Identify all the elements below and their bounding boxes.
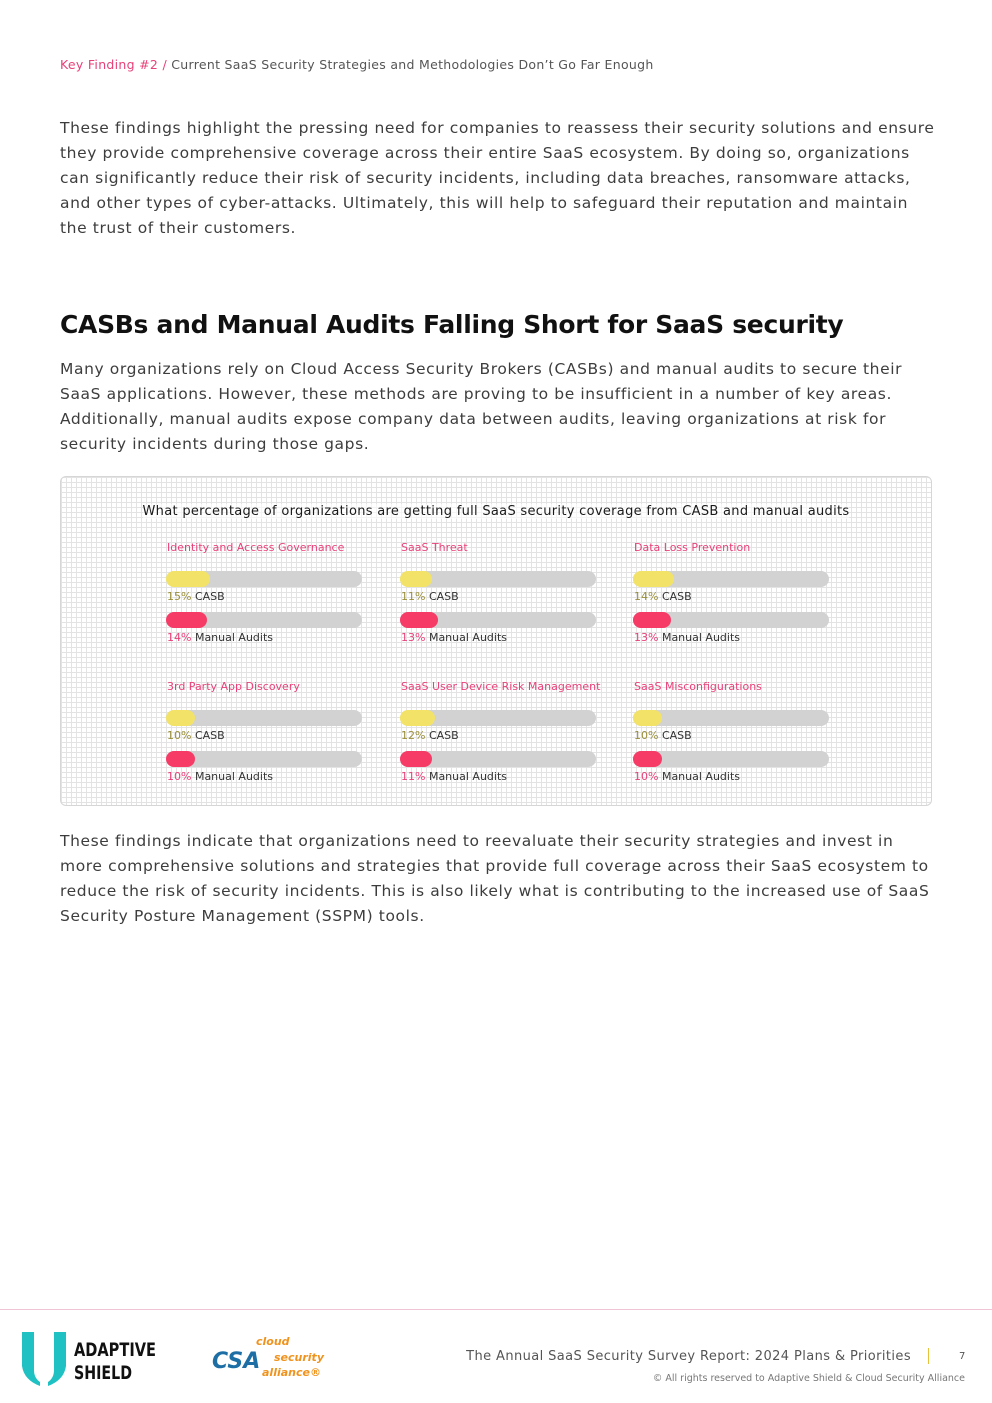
casb-value-label: 14%	[634, 590, 659, 603]
audit-value-label: 10%	[167, 770, 192, 783]
casb-series-label: CASB	[194, 590, 225, 603]
audit-bar	[166, 751, 195, 767]
audit-series-label: Manual Audits	[661, 770, 741, 783]
chart-group-title: Data Loss Prevention	[634, 541, 751, 554]
adaptive-shield-right-icon	[48, 1332, 66, 1386]
section-paragraph: Many organizations rely on Cloud Access Security Brokers (CASBs) and manual audits to secure their SaaS applications. However, these methods are proving to be insufficient in a number of key areas. Additionally, manual audits expose company data between audits, leaving organizations at risk for security incidents during those gaps.	[60, 360, 903, 453]
csa-logo-word-2: security	[274, 1351, 324, 1364]
casb-bar	[633, 571, 674, 587]
casb-series-label: CASB	[194, 729, 225, 742]
casb-series-label: CASB	[428, 729, 459, 742]
casb-series-label: CASB	[428, 590, 459, 603]
casb-bar-label	[401, 590, 596, 604]
closing-paragraph: These findings indicate that organizations need to reevaluate their security strategies and invest in more comprehensive solutions and strategies that provide full coverage across their SaaS ecosystem to reduce the risk of security incidents. This is also likely what is contributing to the increased use of SaaS Security Posture Management (SSPM) tools.	[60, 832, 930, 925]
audit-bar-track	[633, 612, 829, 628]
casb-bar-label	[167, 590, 362, 604]
casb-bar	[400, 710, 435, 726]
casb-bar	[400, 571, 432, 587]
csa-logo	[210, 1332, 335, 1382]
audit-bar	[400, 751, 432, 767]
csa-logo-word-1: cloud	[256, 1335, 290, 1348]
casb-value-label: 10%	[167, 729, 192, 742]
chart-group-title: SaaS Threat	[401, 541, 468, 554]
chart-group	[400, 541, 596, 645]
casb-bar	[166, 710, 195, 726]
casb-series-label: CASB	[661, 590, 692, 603]
casb-bar	[166, 571, 210, 587]
breadcrumb-title: Current SaaS Security Strategies and Methodologies Don’t Go Far Enough	[171, 57, 654, 72]
csa-logo-word-3: alliance®	[262, 1366, 321, 1379]
adaptive-logo-word-2: SHIELD	[74, 1362, 132, 1384]
audit-series-label: Manual Audits	[661, 631, 741, 644]
footer-divider	[0, 1309, 992, 1310]
audit-bar	[633, 751, 662, 767]
casb-value-label: 10%	[634, 729, 659, 742]
casb-value-label: 15%	[167, 590, 192, 603]
audit-bar-label	[167, 631, 362, 645]
casb-bar-track	[400, 571, 596, 587]
audit-bar-label	[634, 631, 829, 645]
audit-value-label: 14%	[167, 631, 192, 644]
coverage-chart	[60, 476, 932, 806]
casb-bar-track	[633, 571, 829, 587]
chart-group-title: SaaS User Device Risk Management	[401, 680, 601, 693]
audit-value-label: 13%	[634, 631, 659, 644]
audit-value-label: 10%	[634, 770, 659, 783]
casb-bar-label	[634, 729, 829, 743]
audit-series-label: Manual Audits	[428, 631, 508, 644]
copyright: © All rights reserved to Adaptive Shield & Cloud Security Alliance	[652, 1373, 965, 1384]
casb-value-label: 12%	[401, 729, 426, 742]
audit-series-label: Manual Audits	[428, 770, 508, 783]
chart-group	[633, 680, 829, 784]
audit-bar-track	[400, 612, 596, 628]
audit-bar	[400, 612, 438, 628]
audit-bar-label	[167, 770, 362, 784]
casb-bar	[633, 710, 662, 726]
casb-value-label: 11%	[401, 590, 426, 603]
audit-bar	[166, 612, 207, 628]
audit-bar-track	[166, 612, 362, 628]
casb-bar-track	[633, 710, 829, 726]
chart-group-title: SaaS Misconfigurations	[634, 680, 762, 693]
footer-separator	[928, 1348, 929, 1364]
chart-title	[61, 504, 931, 519]
audit-bar-label	[634, 770, 829, 784]
audit-bar-track	[166, 751, 362, 767]
chart-group	[166, 541, 362, 645]
audit-value-label: 13%	[401, 631, 426, 644]
audit-bar	[633, 612, 671, 628]
section-heading: CASBs and Manual Audits Falling Short for SaaS security	[60, 310, 844, 339]
casb-bar-track	[400, 710, 596, 726]
audit-series-label: Manual Audits	[194, 770, 274, 783]
adaptive-shield-left-icon	[22, 1332, 40, 1386]
intro-paragraph: These findings highlight the pressing need for companies to reassess their security solutions and ensure they provide comprehensive coverage across their entire SaaS ecosystem. By doing so, organizations can significantly reduce their risk of security incidents, including data breaches, ransomware attacks, and other types of cyber-attacks. Ultimately, this will help to safeguard their reputation and maintain the trust of their customers.	[60, 119, 935, 237]
chart-group-title: 3rd Party App Discovery	[167, 680, 300, 693]
audit-bar-label	[401, 631, 596, 645]
page-number: 7	[959, 1351, 966, 1362]
footer-report-title: The Annual SaaS Security Survey Report: 2024 Plans & Priorities	[466, 1349, 911, 1364]
chart-group	[633, 541, 829, 645]
adaptive-shield-logo	[20, 1330, 160, 1386]
casb-bar-label	[634, 590, 829, 604]
casb-bar-track	[166, 571, 362, 587]
breadcrumb-key-finding: Key Finding #2 /	[60, 57, 172, 72]
chart-title-text: What percentage of organizations are getting full SaaS security coverage from CASB and manual audits	[142, 504, 850, 519]
breadcrumb	[60, 57, 654, 72]
casb-series-label: CASB	[661, 729, 692, 742]
casb-bar-label	[167, 729, 362, 743]
audit-bar-track	[400, 751, 596, 767]
chart-group	[400, 680, 601, 784]
audit-bar-track	[633, 751, 829, 767]
adaptive-logo-word-1: ADAPTIVE	[74, 1339, 156, 1361]
audit-series-label: Manual Audits	[194, 631, 274, 644]
csa-logo-mark: CSA	[212, 1349, 261, 1374]
chart-group-title: Identity and Access Governance	[167, 541, 345, 554]
audit-value-label: 11%	[401, 770, 426, 783]
casb-bar-track	[166, 710, 362, 726]
casb-bar-label	[401, 729, 596, 743]
audit-bar-label	[401, 770, 596, 784]
chart-group	[166, 680, 362, 784]
